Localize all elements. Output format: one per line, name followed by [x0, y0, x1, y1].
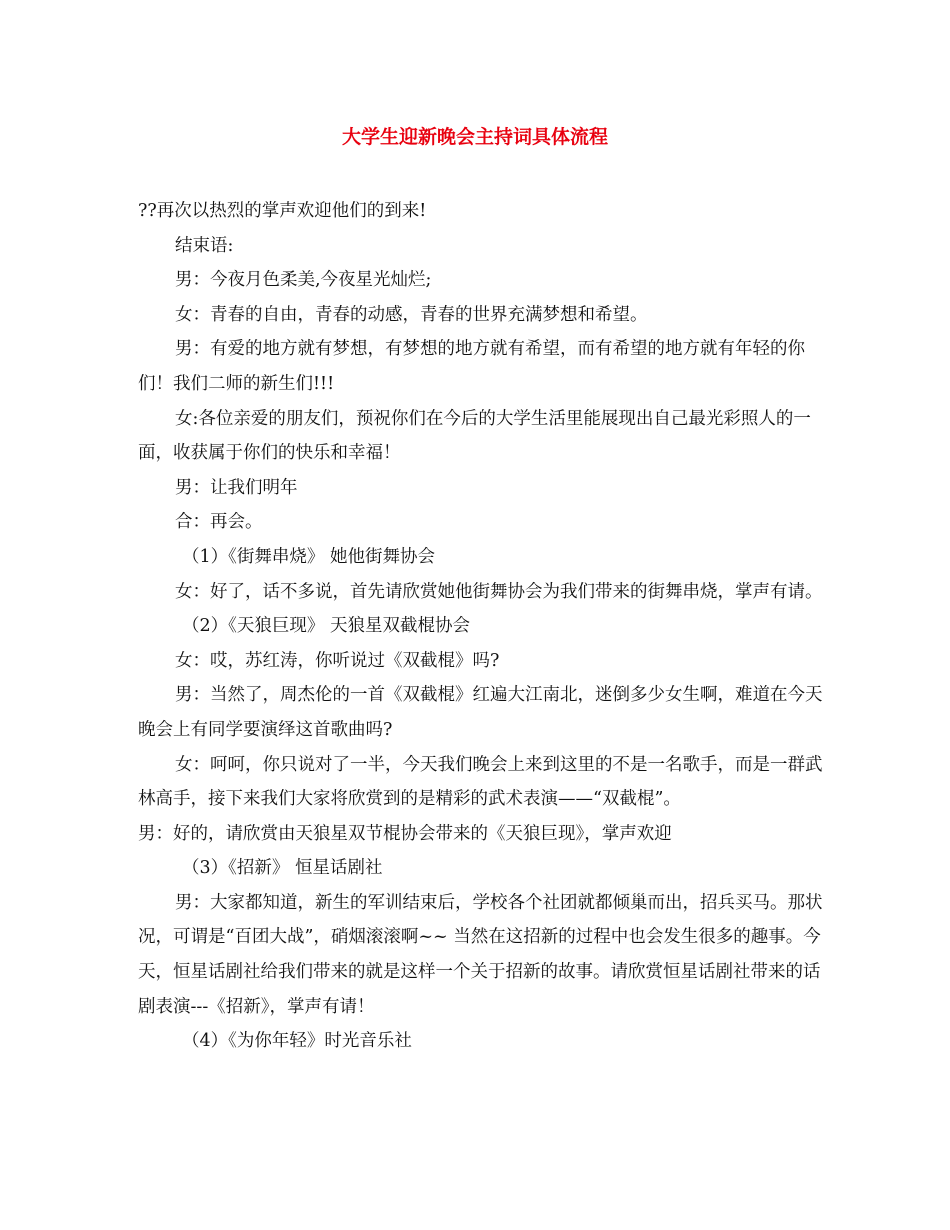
paragraph-male-6: 男：大家都知道，新生的军训结束后，学校各个社团就都倾巢而出，招兵买马。那状况，可谓是“百团大战”，硝烟滚滚啊~~ 当然在这招新的过程中也会发生很多的趣事。今天，恒星话剧社给我们带来的就是这样一个关于招新的故事。请欣赏恒星话剧社带来的话剧表演---《招新》，掌声有请！ [138, 892, 823, 1017]
paragraph-female-5: 女：呵呵，你只说对了一半，今天我们晚会上来到这里的不是一名歌手，而是一群武林高手，接下来我们大家将欣赏到的是精彩的武术表演——“双截棍”。 [138, 754, 823, 810]
document-title: 大学生迎新晚会主持词具体流程 [341, 126, 608, 148]
paragraph-closing-label: 结束语: [175, 235, 234, 256]
program-item-1: （1）《街舞串烧》 她他街舞协会 [182, 546, 435, 567]
program-item-4: （4）《为你年轻》时光音乐社 [182, 1031, 412, 1052]
paragraph-female-2: 女:各位亲爱的朋友们，预祝你们在今后的大学生活里能展现出自己最光彩照人的一面，收获属于你们的快乐和幸福！ [138, 408, 811, 464]
program-item-2: （2）《天狼巨现》 天狼星双截棍协会 [182, 616, 470, 637]
paragraph-female-4: 女：哎，苏红涛，你听说过《双截棍》吗? [175, 650, 500, 671]
paragraph-male-1: 男：今夜月色柔美,今夜星光灿烂; [175, 270, 432, 291]
paragraph-welcome: ??再次以热烈的掌声欢迎他们的到来! [138, 201, 427, 221]
paragraph-male-4: 男：当然了，周杰伦的一首《双截棍》红遍大江南北，迷倒多少女生啊，难道在今天晚会上有同学要演绎这首歌曲吗? [138, 685, 823, 740]
paragraph-male-2: 男：有爱的地方就有梦想，有梦想的地方就有希望，而有希望的地方就有年轻的你们！我们二师的新生们!!! [138, 339, 805, 394]
program-item-3: （3）《招新》 恒星话剧社 [182, 858, 383, 879]
paragraph-female-1: 女：青春的自由，青春的动感，青春的世界充满梦想和希望。 [175, 304, 648, 325]
paragraph-female-3: 女：好了，话不多说，首先请欣赏她他街舞协会为我们带来的街舞串烧，掌声有请。 [175, 581, 823, 602]
paragraph-together: 合：再会。 [175, 512, 263, 533]
paragraph-male-5: 男：好的，请欣赏由天狼星双节棍协会带来的《天狼巨现》，掌声欢迎 [138, 823, 672, 844]
document-body [138, 194, 823, 1059]
paragraph-male-3: 男：让我们明年 [175, 477, 298, 498]
